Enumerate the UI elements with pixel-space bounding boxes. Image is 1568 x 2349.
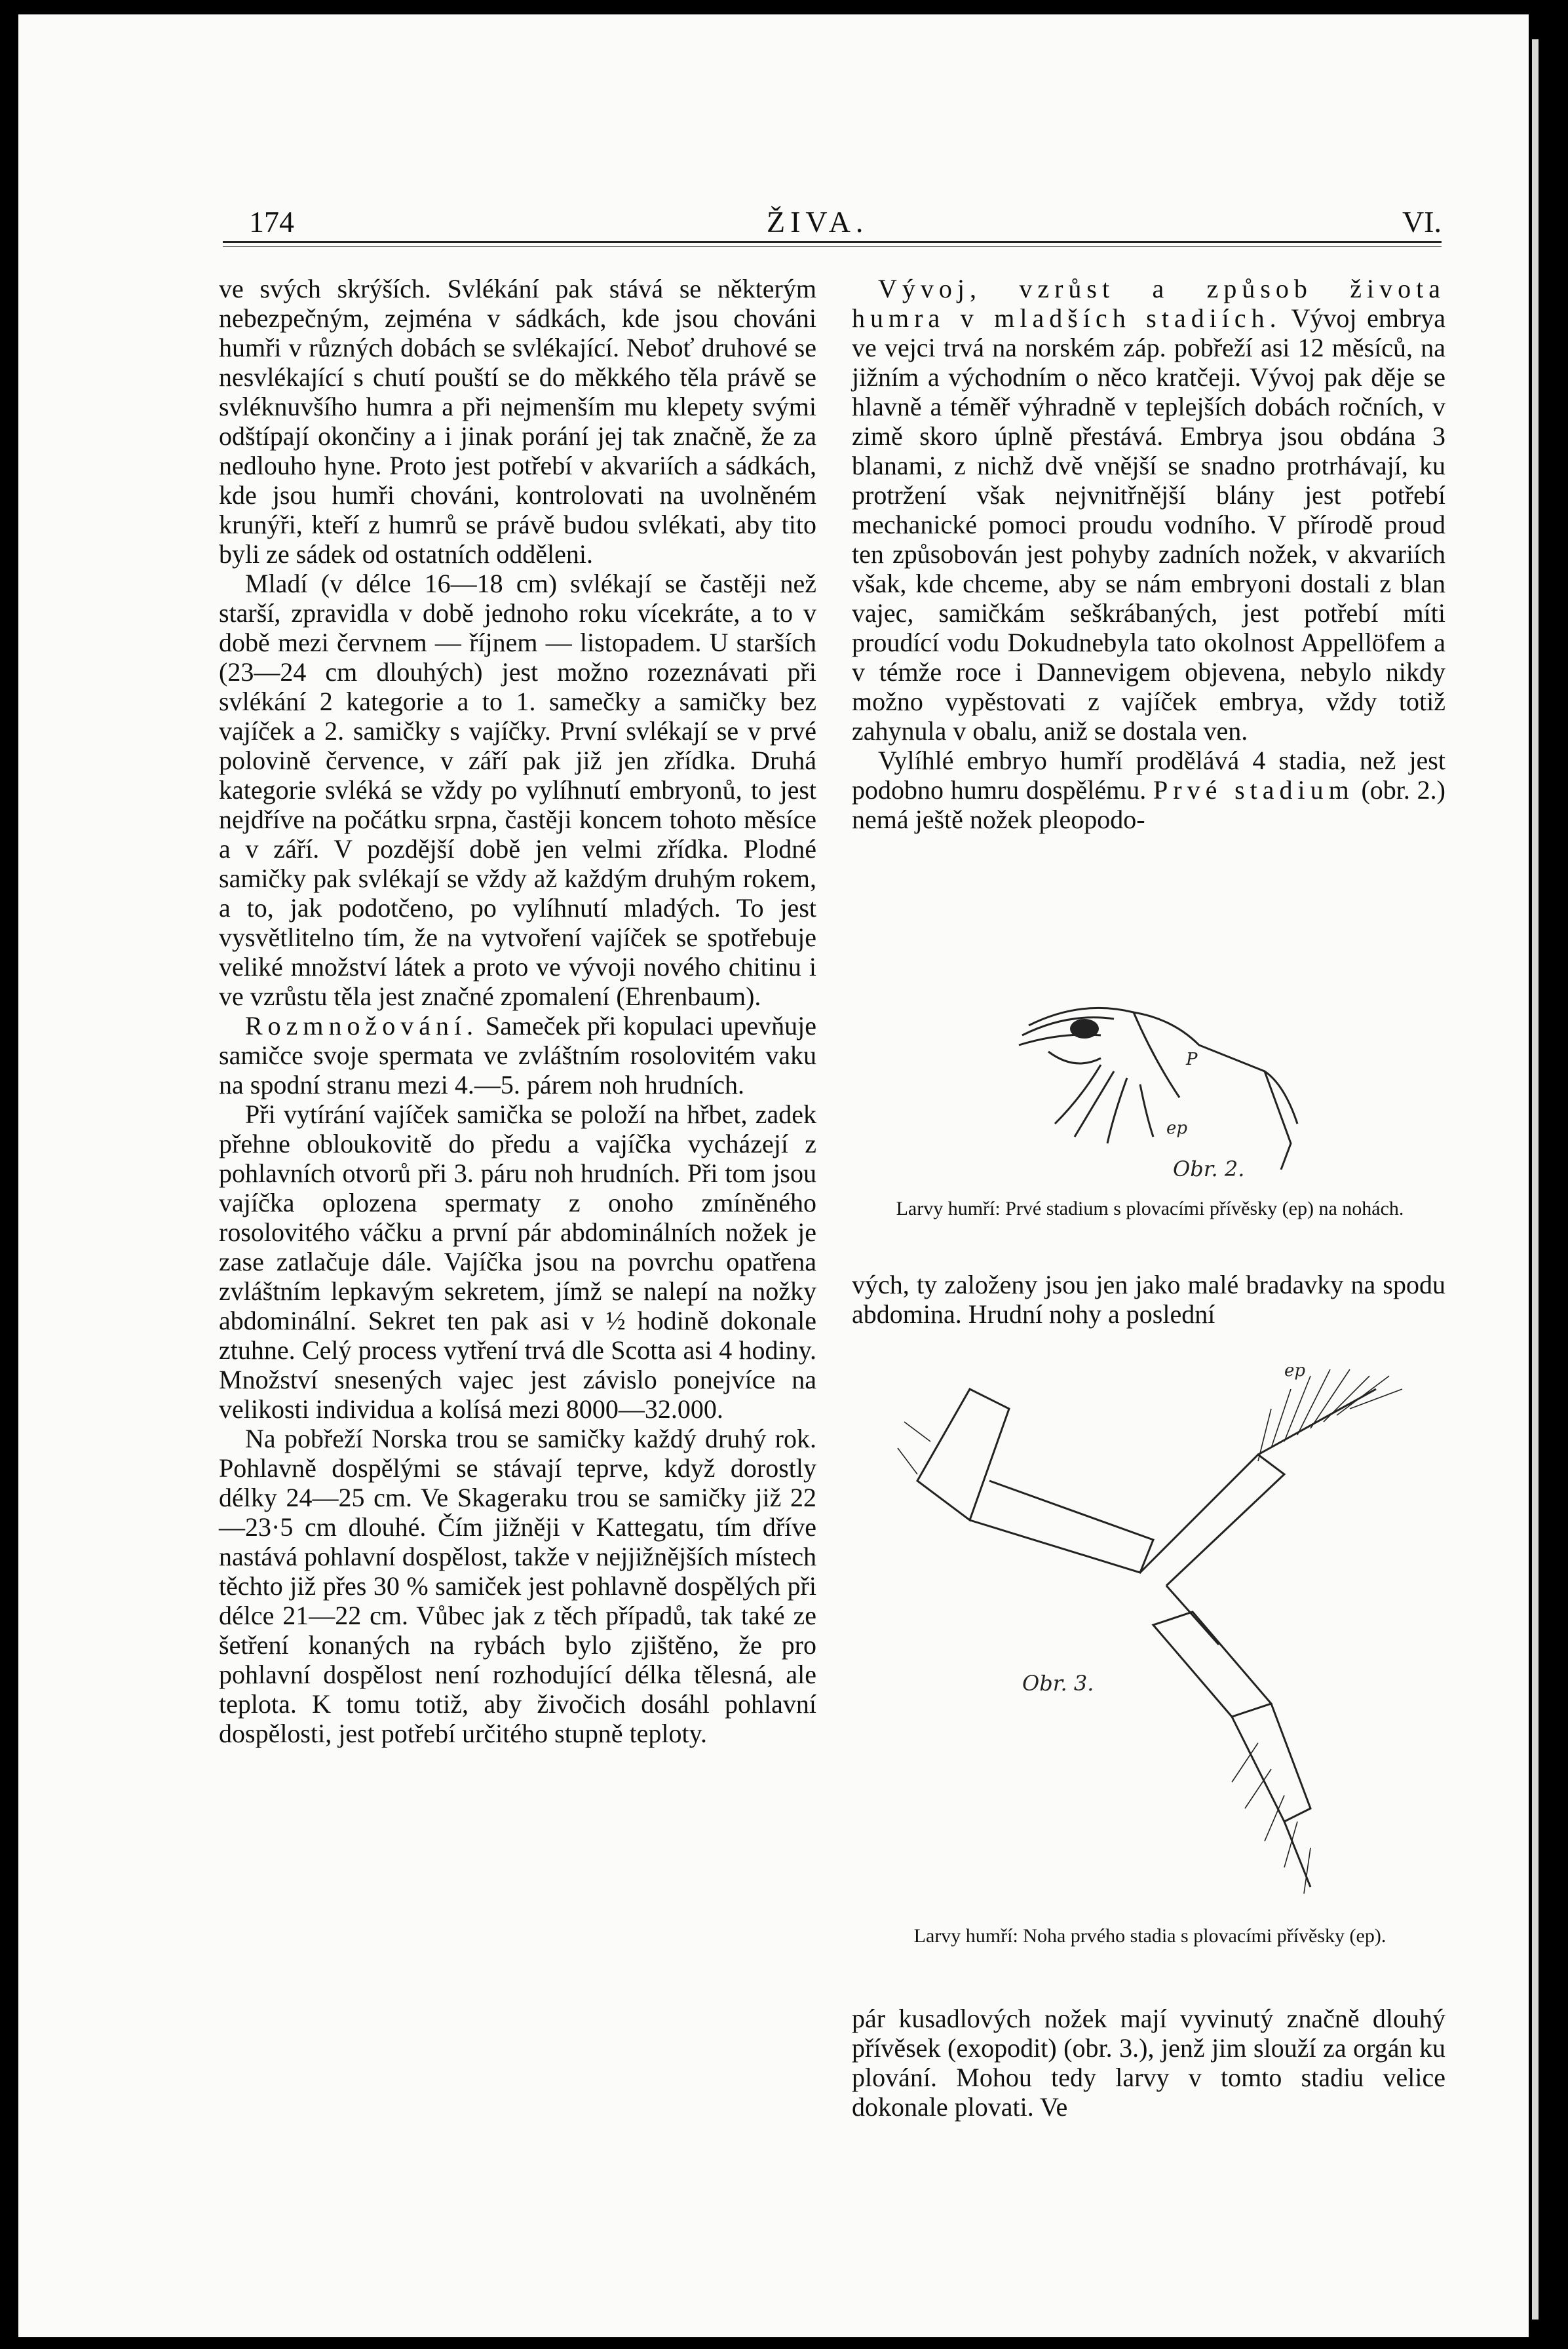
label-ep: ep xyxy=(1166,1118,1188,1138)
figure-caption: Larvy humří: Prvé stadium s plovacími přívěsky (ep) na nohách. xyxy=(896,1198,1404,1219)
paragraph: Na pobřeží Norska trou se samičky každý druhý rok. Pohlavně dospělými se stávají teprve, když dorostly délky 24—25 cm. Ve Skageraku trou se samičky již 22—23·5 cm dlouhé. Čím jižněji v Kattegatu, tím dříve nastává pohlavní dospělost, takže v nejjižnějších místech těchto již přes 30 % samiček jest pohlavně dospělých při délce 21—22 cm. Vůbec jak z těch případů, tak také ze šetření konaných na rybách bylo zjištěno, že pro pohlavní dospělost není rozhodující délka tělesná, ale teplota. K tomu totiž, aby živočich dosáhl pohlavní dospělosti, jest potřebí určitého stupně teploty. xyxy=(219,1424,816,1748)
larva-body xyxy=(1029,1008,1297,1124)
emphasis: Prvé stadium xyxy=(1153,775,1354,805)
figure-label: Obr. 3. xyxy=(1022,1671,1094,1696)
figure-label: Obr. 2. xyxy=(1173,1156,1245,1181)
section-heading: Rozmnožování. xyxy=(245,1011,479,1041)
journal-title: ŽIVA. xyxy=(767,205,869,239)
paragraph: Vývoj, vzrůst a způsob života humra v mladších stadiích. Vývoj embrya ve vejci trvá na norském záp. pobřeží asi 12 měsíců, na jižním a východním o něco kratčeji. Vývoj pak děje se hlavně a téměř výhradně v teplejších dobách ročních, v zimě skoro úplně přestává. Embrya jsou obdána 3 blanami, z nichž dvě vnější se snadno protrhávají, ku protržení však nejvnitřnější blány jest potřebí mechanické pomoci proudu vodního. V přírodě proud ten způsobován jest pohyby zadních nožek, v akvariích však, kde chceme, aby se nám embryoni dostali z blan vajec, samičkám seškrábaných, jest potřebí míti proudící vodu Dokudnebyla tato okolnost Appellöfem a v témže roce i Dannevigem objevena, nebylo nikdy možno vypěstovati z vajíček embrya, vždy totiž zahynula v obalu, aniž se dostala ven. xyxy=(852,274,1446,746)
section-heading: Vývoj, vzrůst a způsob života humra v mladších stadiích. xyxy=(852,274,1445,333)
paragraph: vých, ty založeny jsou jen jako malé bradavky na spodu abdomina. Hrudní nohy a poslední xyxy=(852,1270,1445,1329)
paragraph: Rozmnožování. Sameček při kopulaci upevňuje samičce svoje spermata ve zvláštním rosolovitém vaku na spodní stranu mezi 4.—5. párem noh hrudních. xyxy=(219,1011,816,1099)
header-rule-thin xyxy=(223,246,1442,247)
right-column-middle xyxy=(852,1270,1445,1329)
figure-larva-leg xyxy=(891,1350,1428,1913)
right-column-bottom xyxy=(852,2004,1445,2122)
header-rule xyxy=(223,241,1442,243)
paragraph: pár kusadlových nožek mají vyvinutý značně dlouhý přívěsek (exopodit) (obr. 3.), jenž jim slouží za orgán ku plování. Mohou tedy larvy v tomto stadiu velice dokonale plovati. Ve xyxy=(852,2004,1445,2122)
leg-segment xyxy=(917,1389,1009,1520)
label-p: P xyxy=(1186,1050,1198,1069)
left-column xyxy=(219,274,816,1748)
page-number: 174 xyxy=(249,205,294,239)
label-ep: ep xyxy=(1284,1361,1306,1381)
paragraph: Mladí (v délce 16—18 cm) svlékají se častěji než starší, zpravidla v době jednoho roku vícekráte, a to v době mezi červnem — říjnem — listopadem. U starších (23—24 cm dlouhých) jest možno rozeznávati při svlékání 2 kategorie a to 1. samečky a samičky bez vajíček a 2. samičky s vajíčky. První svlékají se v prvé polovině července, v září pak již jen zřídka. Druhá kategorie svléká se vždy po vylíhnutí embryonů, to jest nejdříve na počátku srpna, častěji koncem tohoto měsíce a v září. V pozdější době jen velmi zřídka. Plodné samičky pak svlékají se vždy až každým druhým rokem, a to, jak podotčeno, po vylíhnutí mladých. To jest vysvětlitelno tím, že na vytvoření vajíček se spotřebuje veliké množství látek a proto ve vývoji nového chitinu i ve vzrůstu těla jest značné zpomalení (Ehrenbaum). xyxy=(219,569,816,1011)
next-page-edge xyxy=(1532,39,1539,2320)
running-header xyxy=(223,191,1442,241)
volume-number: VI. xyxy=(1402,205,1442,239)
paragraph: Vylíhlé embryo humří prodělává 4 stadia, než jest podobno humru dospělému. Prvé stadium (obr. 2.) nemá ještě nožek pleopodo- xyxy=(852,746,1445,834)
paragraph: ve svých skrýších. Svlékání pak stává se některým nebezpečným, zejména v sádkách, kde jsou chováni humři v různých dobách se svlékající. Neboť druhové se nesvlékající s chutí pouští se do měkkého těla právě se svléknuvšího humra a při nejmenším mu klepety svými odštípají okončiny a i jinak porání jej tak značně, že za nedlouho hyne. Proto jest potřebí v akvariích a sádkách, kde jsou humři chováni, kontrolovati na uvolněném krunýři, kteří z humrů se právě budou svlékati, aby tito byli ze sádek od ostatních odděleni. xyxy=(219,274,816,569)
right-column-top xyxy=(852,274,1445,834)
figure-caption: Larvy humří: Noha prvého stadia s plovacími přívěsky (ep). xyxy=(913,1925,1386,1947)
figure-larva-stage1 xyxy=(983,973,1324,1183)
paragraph: Při vytírání vajíček samička se položí na hřbet, zadek přehne obloukovitě do předu a vajíčka vycházejí z pohlavních otvorů při 3. páru noh hrudních. Při tom jsou vajíčka oplozena spermaty z onoho zmíněného rosolovitého váčku a první pár abdominálních nožek je zase zatlačuje dále. Vajíčka jsou na povrchu opatřena zvláštním lepkavým sekretem, jímž se nalepí na nožky abdominální. Sekret ten pak asi v ½ hodině dokonale ztuhne. Celý process vytření trvá dle Scotta asi 4 hodiny. Množství snesených vajec jest závislo ponejvíce na velikosti individua a kolísá mezi 8000—32.000. xyxy=(219,1099,816,1424)
